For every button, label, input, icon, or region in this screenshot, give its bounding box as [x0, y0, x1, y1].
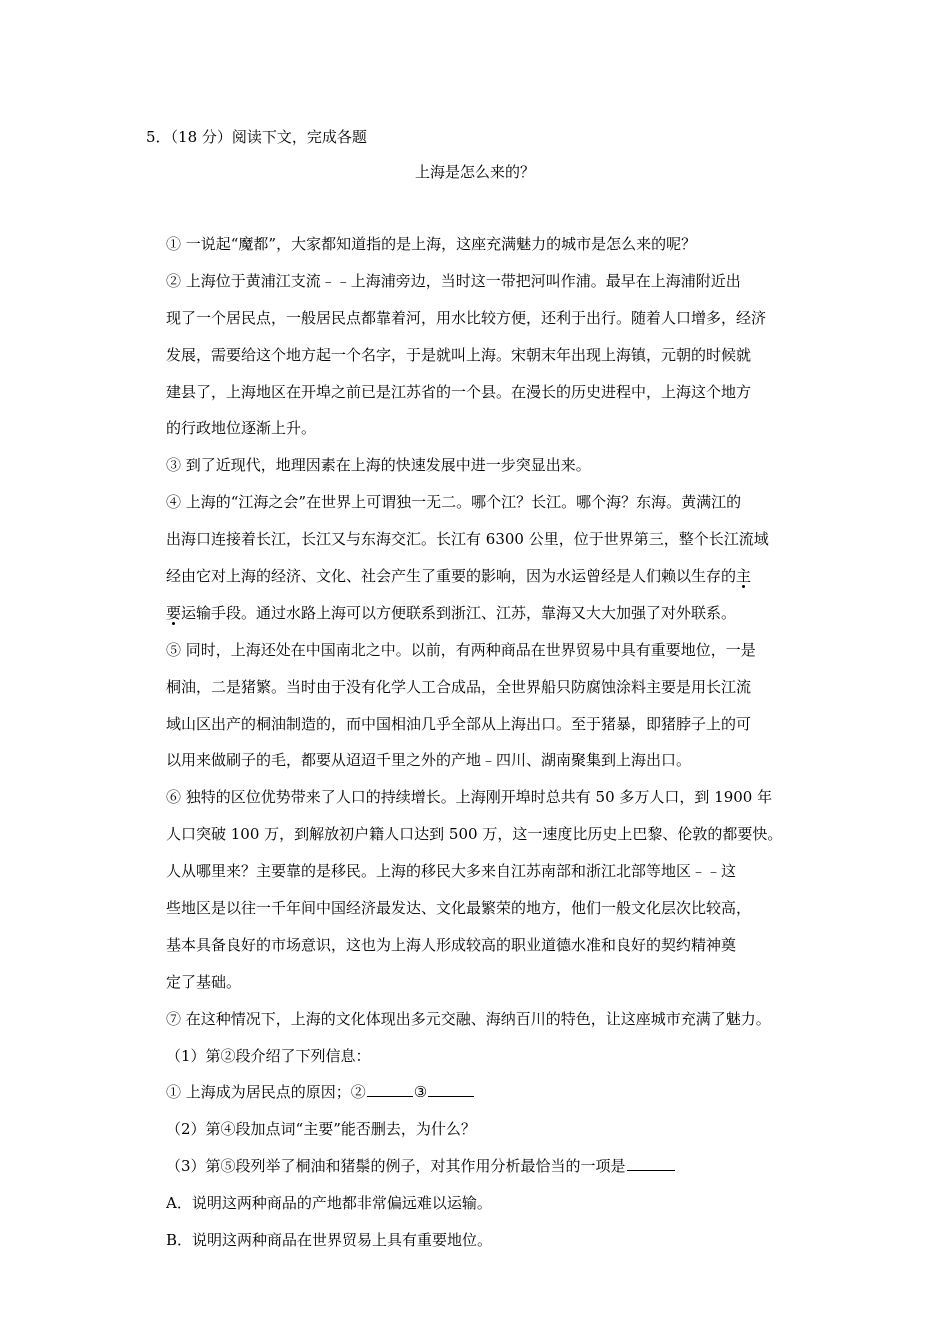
paragraph-7: ⑦ 在这种情况下，上海的文化体现出多元交融、海纳百川的特色，让这座城市充满了魅力。: [166, 1009, 771, 1028]
paragraph-6-line: ⑥ 独特的区位优势带来了人口的持续增长。上海刚开埠时总共有 50 多万人口，到 1900 年: [166, 788, 773, 807]
passage-body: [166, 226, 826, 1259]
question-3-text: （3）第⑤段列举了桐油和猪鬃的例子，对其作用分析最恰当的一项是: [166, 1157, 626, 1176]
paragraph-4-text: 经由它对上海的经济、文化、社会产生了重要的影响，因为水运曾经是人们赖以生存的: [166, 567, 737, 586]
paragraph-4-text: 运输手段。通过水路上海可以方便联系到浙江、江苏，靠海又大大加强了对外联系。: [181, 603, 737, 622]
question-1-item-text: ① 上海成为居民点的原因；②: [166, 1083, 366, 1102]
option-b[interactable]: B．说明这两种商品在世界贸易上具有重要地位。: [166, 1231, 493, 1250]
paragraph-5-line: 以用来做刷子的毛，都要从迢迢千里之外的产地﹣四川、湖南聚集到上海出口。: [166, 751, 692, 770]
paragraph-2-line: 建县了，上海地区在开埠之前已是江苏省的一个县。在漫长的历史进程中，上海这个地方: [166, 382, 752, 401]
paragraph-4-line: 出海口连接着长江，长江又与东海交汇。长江有 6300 公里，位于世界第三，整个长江流域: [166, 530, 769, 549]
paragraph-6-line: 基本具备良好的市场意识，这也为上海人形成较高的职业道德水准和良好的契约精神奠: [166, 935, 737, 954]
paragraph-2-line: ② 上海位于黄浦江支流﹣﹣上海浦旁边，当时这一带把河叫作浦。最早在上海浦附近出: [166, 271, 741, 290]
paragraph-5-line: ⑤ 同时，上海还处在中国南北之中。以前，有两种商品在世界贸易中具有重要地位，一是: [166, 640, 756, 659]
question-1-items: [166, 1074, 826, 1111]
option-a[interactable]: A．说明这两种商品的产地都非常偏远难以运输。: [166, 1194, 492, 1213]
paragraph-2-line: 的行政地位逐渐上升。: [166, 419, 317, 438]
article-title: 上海是怎么来的？: [414, 163, 535, 181]
paragraph-1: ① 一说起“魔都”，大家都知道指的是上海，这座充满魅力的城市是怎么来的呢？: [166, 235, 697, 253]
paragraph-5-line: 域山区出产的桐油制造的，而中国相油几乎全部从上海出口。至于猪暴，即猪脖子上的可: [166, 714, 752, 733]
paragraph-4-line: [166, 595, 826, 632]
paragraph-6-line: 人口突破 100 万，到解放初户籍人口达到 500 万，这一速度比历史上巴黎、伦敦的都要快。: [166, 825, 783, 844]
answer-blank[interactable]: [627, 1156, 675, 1171]
paragraph-6-line: 些地区是以往一千年间中国经济最发达、文化最繁荣的地方，他们一般文化层次比较高，: [166, 899, 752, 918]
paragraph-3: ③ 到了近现代，地理因素在上海的快速发展中进一步突显出来。: [166, 456, 591, 475]
question-1: （1）第②段介绍了下列信息：: [166, 1046, 371, 1065]
emphasis-dot-char: 要: [166, 603, 182, 622]
emphasis-dot-char: 主: [736, 567, 752, 586]
paragraph-4-line: ④ 上海的“江海之会”在世界上可谓独一无二。哪个江？长江。哪个海？东海。黄满江的: [166, 493, 742, 512]
answer-blank[interactable]: [428, 1082, 474, 1097]
paragraph-6-line: 定了基础。: [166, 972, 242, 991]
paragraph-4-line: [166, 558, 826, 595]
paragraph-5-line: 桐油，二是猪繁。当时由于没有化学人工合成品，全世界船只防腐蚀涂料主要是用长江流: [166, 677, 752, 696]
question-1-item-text: ③: [413, 1083, 428, 1102]
answer-blank[interactable]: [367, 1082, 413, 1097]
paragraph-2-line: 发展，需要给这个地方起一个名字，于是就叫上海。宋朝末年出现上海镇，元朝的时候就: [166, 345, 752, 364]
question-header: 5．（18 分）阅读下文，完成各题: [146, 128, 367, 146]
paragraph-6-line: 人从哪里来？主要靠的是移民。上海的移民大多来自江苏南部和浙江北部等地区﹣﹣这: [166, 862, 737, 881]
paragraph-2-line: 现了一个居民点，一般居民点都靠着河，用水比较方便，还利于出行。随着人口增多，经济: [166, 308, 767, 327]
question-2: （2）第④段加点词“主要”能否删去，为什么？: [166, 1120, 476, 1139]
question-3: [166, 1148, 826, 1185]
